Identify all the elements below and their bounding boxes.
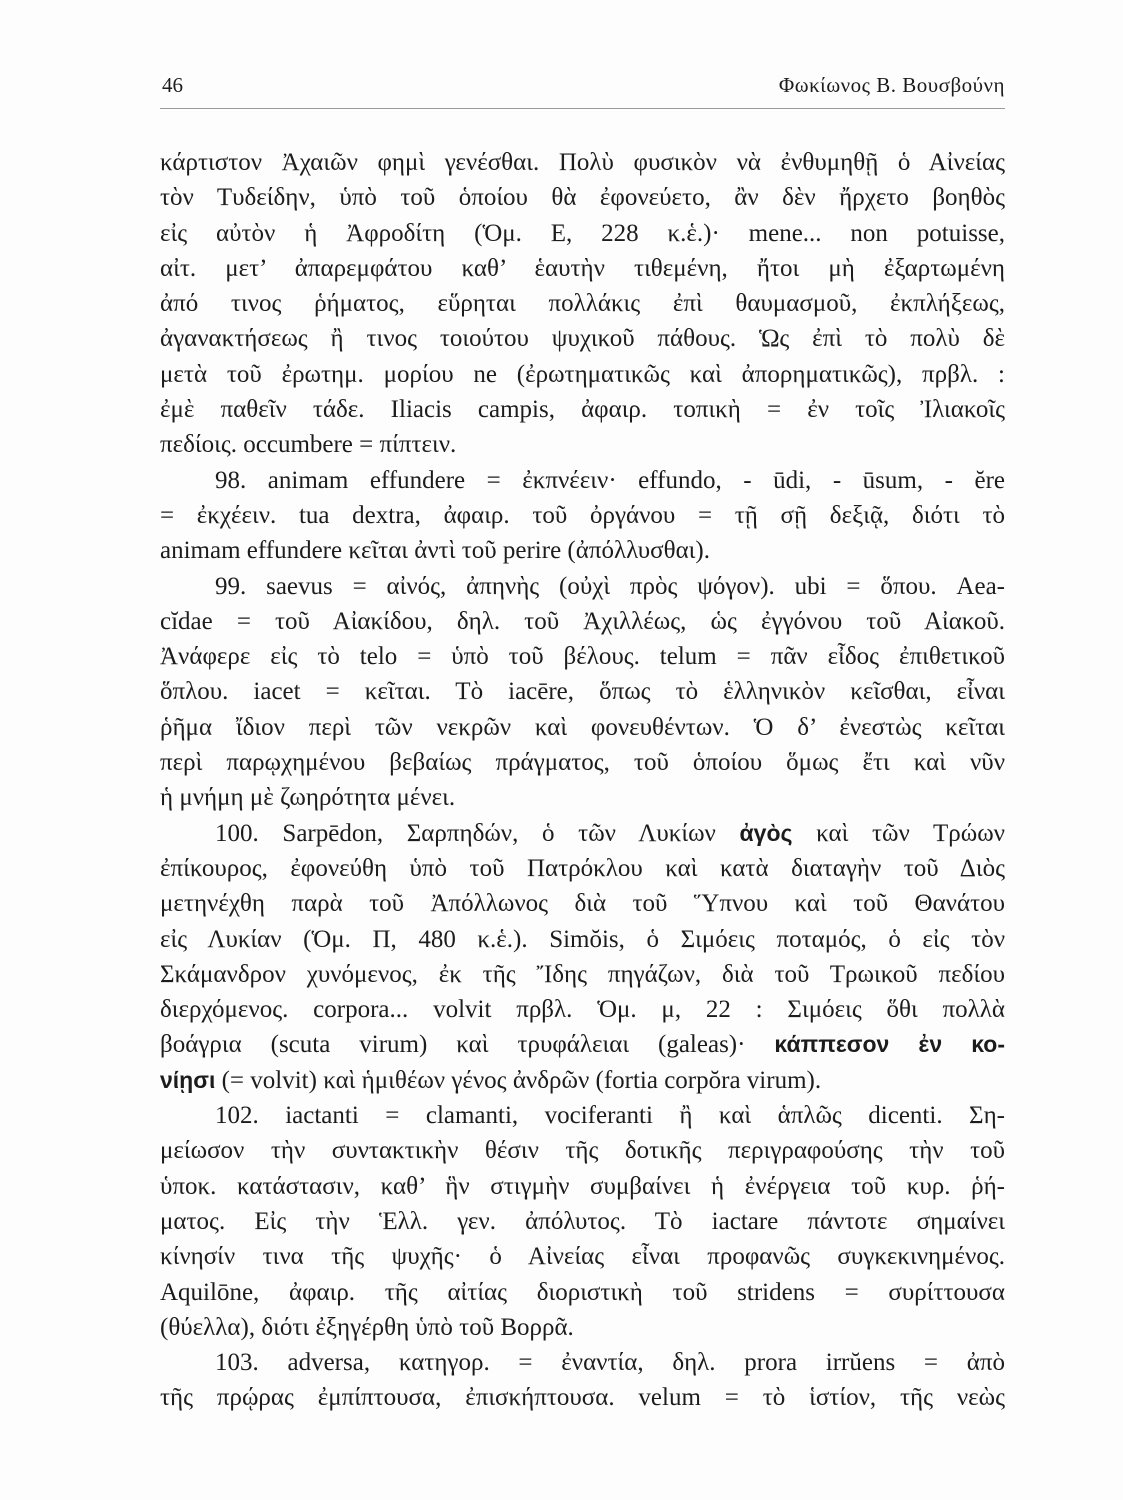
text-line [160,1204,1005,1239]
line-text [160,957,1005,992]
text-line [160,957,1005,992]
line-text [215,816,1005,851]
line-text [160,1133,1005,1168]
line-text [160,1027,1005,1062]
line-text [160,851,1005,886]
line-text [160,780,455,815]
text-line [160,180,1005,215]
text-segment: = ἐκχέειν. tua dextra, ἀφαιρ. τοῦ ὀργάνου = τῇ σῇ δεξιᾷ, διότι τὸ [160,501,1005,529]
commentary-paragraph [160,145,1005,463]
running-title: Φωκίωνος Β. Βουσβούνη [778,73,1005,97]
line-text [160,1275,1005,1310]
text-line [160,710,1005,745]
text-segment: ἀγανακτήσεως ἢ τινος τοιούτου ψυχικοῦ πάθους. Ὡς ἐπὶ τὸ πολὺ δὲ [160,325,1005,353]
text-line [160,992,1005,1027]
commentary-paragraph [160,569,1005,816]
line-text [160,1204,1005,1239]
text-segment: ἐπίκουρος, ἐφονεύθη ὑπὸ τοῦ Πατρόκλου καὶ κατὰ διαταγὴν τοῦ Διὸς [160,854,1005,882]
line-text [160,321,1005,356]
text-line [160,357,1005,392]
text-segment: ὑποκ. κατάστασιν, καθ’ ἣν στιγμὴν συμβαίνει ἡ ἐνέργεια τοῦ κυρ. ῥή- [160,1172,1005,1200]
text-line [160,851,1005,886]
text-segment: Ἀνάφερε εἰς τὸ telo = ὑπὸ τοῦ βέλους. telum = πᾶν εἶδος ἐπιθετικοῦ [160,643,1005,671]
line-text [160,1063,821,1098]
line-text [160,674,1005,709]
text-segment: αἰτ. μετ’ ἀπαρεμφάτου καθ’ ἑαυτὴν τιθεμένη, ἤτοι μὴ ἐξαρτωμένη [160,254,1005,282]
text-line [160,1310,1005,1345]
text-line [160,639,1005,674]
bold-term: κάππεσον ἐν κο- [774,1031,1005,1058]
commentary-paragraph [160,816,1005,1098]
line-text [215,463,1005,498]
page-number: 46 [162,73,183,97]
line-text [160,427,456,462]
line-text [160,1239,1005,1274]
line-text [160,533,710,568]
line-text [160,639,1005,674]
text-segment: εἰς Λυκίαν (Ὁμ. Π, 480 κ.ἑ.). Simŏis, ὁ Σιμόεις ποταμός, ὁ εἰς τὸν [160,925,1005,953]
text-line [160,321,1005,356]
text-line [160,674,1005,709]
text-segment: Σκάμανδρον χυνόμενος, ἐκ τῆς Ἴδης πηγάζων, διὰ τοῦ Τρωικοῦ πεδίου [160,960,1005,988]
text-segment: κίνησίν τινα τῆς ψυχῆς· ὁ Αἰνείας εἶναι προφανῶς συγκεκινημένος. [160,1243,1005,1271]
text-segment: εἰς αὐτὸν ἡ Ἀφροδίτη (Ὁμ. Ε, 228 κ.ἑ.)· mene... non potuisse, [160,219,1005,247]
text-line [160,1239,1005,1274]
header-rule [160,108,1005,109]
text-segment: διερχόμενος. corpora... volvit πρβλ. Ὁμ. μ, 22 : Σιμόεις ὅθι πολλὰ [160,996,1005,1024]
line-text [160,1380,1005,1415]
text-line [160,463,1005,498]
text-line [160,392,1005,427]
line-text [160,145,1005,180]
text-line [160,1275,1005,1310]
line-text [160,498,1005,533]
text-segment: καὶ τῶν Τρώων [792,819,1005,847]
line-text [160,745,1005,780]
text-segment: 103. adversa, κατηγορ. = ἐναντία, δηλ. prora irrŭens = ἀπὸ [215,1349,1005,1377]
line-text [160,604,1005,639]
text-line [160,604,1005,639]
text-segment: ὅπλου. iacet = κεῖται. Τὸ iacēre, ὅπως τὸ ἑλληνικὸν κεῖσθαι, εἶναι [160,678,1005,706]
text-line [160,533,1005,568]
line-text [215,569,1005,604]
text-segment: (= volvit) καὶ ἡμιθέων γένος ἀνδρῶν (fortia corpŏra virum). [215,1066,822,1094]
text-line [160,1027,1005,1062]
text-segment: μετηνέχθη παρὰ τοῦ Ἀπόλλωνος διὰ τοῦ Ὕπνου καὶ τοῦ Θανάτου [160,890,1005,918]
text-segment: 102. iactanti = clamanti, vociferanti ἢ καὶ ἁπλῶς dicenti. Ση- [215,1102,1005,1130]
text-segment: μείωσον τὴν συντακτικὴν θέσιν τῆς δοτικῆς περιγραφούσης τὴν τοῦ [160,1137,1005,1165]
text-segment: ῥῆμα ἴδιον περὶ τῶν νεκρῶν καὶ φονευθέντων. Ὁ δ’ ἐνεστὼς κεῖται [160,713,1005,741]
text-segment: τὸν Τυδείδην, ὑπὸ τοῦ ὁποίου θὰ ἐφονεύετο, ἂν δὲν ἤρχετο βοηθὸς [160,184,1005,212]
line-text [160,357,1005,392]
text-line [160,498,1005,533]
line-text [160,1169,1005,1204]
text-segment: πεδίοις. occumbere = πίπτειν. [160,431,457,459]
text-line [160,216,1005,251]
text-line [160,745,1005,780]
text-segment: μετὰ τοῦ ἐρωτημ. μορίου ne (ἐρωτηματικῶς καὶ ἀπορηματικῶς), πρβλ. : [160,360,1005,388]
text-segment: ἐμὲ παθεῖν τάδε. Iliacis campis, ἀφαιρ. τοπικὴ = ἐν τοῖς Ἰλιακοῖς [160,396,1005,424]
text-segment: Aquilōne, ἀφαιρ. τῆς αἰτίας διοριστικὴ τοῦ stridens = συρίττουσα [160,1278,1005,1306]
line-text [215,1345,1005,1380]
text-segment: ἀπό τινος ῥήματος, εὕρηται πολλάκις ἐπὶ θαυμασμοῦ, ἐκπλήξεως, [160,290,1005,318]
text-line [160,1063,1005,1098]
text-line [160,569,1005,604]
text-segment: (θύελλα), διότι ἐξηγέρθη ὑπὸ τοῦ Βορρᾶ. [160,1313,574,1341]
text-segment: 100. Sarpēdon, Σαρπηδών, ὁ τῶν Λυκίων [215,819,740,847]
text-line [160,816,1005,851]
page-header [160,70,1005,100]
text-line [160,286,1005,321]
text-segment: 99. saevus = αἰνός, ἀπηνὴς (οὐχὶ πρὸς ψόγον). ubi = ὅπου. Aea- [215,572,1005,600]
text-line [160,427,1005,462]
text-segment: 98. animam effundere = ἐκπνέειν· effundo, - ūdi, - ūsum, - ĕre [215,466,1005,494]
text-line [160,922,1005,957]
commentary-paragraph [160,1345,1005,1416]
text-line [160,1345,1005,1380]
text-line [160,780,1005,815]
line-text [160,392,1005,427]
line-text [160,216,1005,251]
commentary-text [160,145,1005,1416]
text-segment: περὶ παρῳχημένου βεβαίως πράγματος, τοῦ ὁποίου ὅμως ἔτι καὶ νῦν [160,749,1005,777]
line-text [215,1098,1005,1133]
text-segment: cĭdae = τοῦ Αἰακίδου, δηλ. τοῦ Ἀχιλλέως, ὡς ἐγγόνου τοῦ Αἰακοῦ. [160,607,1005,635]
commentary-paragraph [160,463,1005,569]
text-segment: βοάγρια (scuta virum) καὶ τρυφάλειαι (galeas)· [160,1031,775,1059]
text-line [160,1098,1005,1133]
commentary-paragraph [160,1098,1005,1345]
text-segment: ματος. Εἰς τὴν Ἑλλ. γεν. ἀπόλυτος. Τὸ iactare πάντοτε σημαίνει [160,1207,1005,1235]
text-line [160,145,1005,180]
text-line [160,1169,1005,1204]
line-text [160,886,1005,921]
text-line [160,1133,1005,1168]
text-segment: ἡ μνήμη μὲ ζωηρότητα μένει. [160,784,456,812]
text-segment: τῆς πρῴρας ἐμπίπτουσα, ἐπισκήπτουσα. velum = τὸ ἱστίον, τῆς νεὼς [160,1384,1005,1412]
line-text [160,180,1005,215]
line-text [160,1310,574,1345]
bold-term: νίῃσι [160,1066,216,1093]
text-line [160,886,1005,921]
line-text [160,992,1005,1027]
line-text [160,710,1005,745]
text-segment: animam effundere κεῖται ἀντὶ τοῦ perire (ἀπόλλυσθαι). [160,537,710,565]
line-text [160,922,1005,957]
text-line [160,251,1005,286]
text-segment: κάρτιστον Ἀχαιῶν φημὶ γενέσθαι. Πολὺ φυσικὸν νὰ ἐνθυμηθῇ ὁ Αἰνείας [160,149,1005,176]
line-text [160,286,1005,321]
text-line [160,1380,1005,1415]
line-text [160,251,1005,286]
bold-term: ἀγὸς [739,819,793,846]
